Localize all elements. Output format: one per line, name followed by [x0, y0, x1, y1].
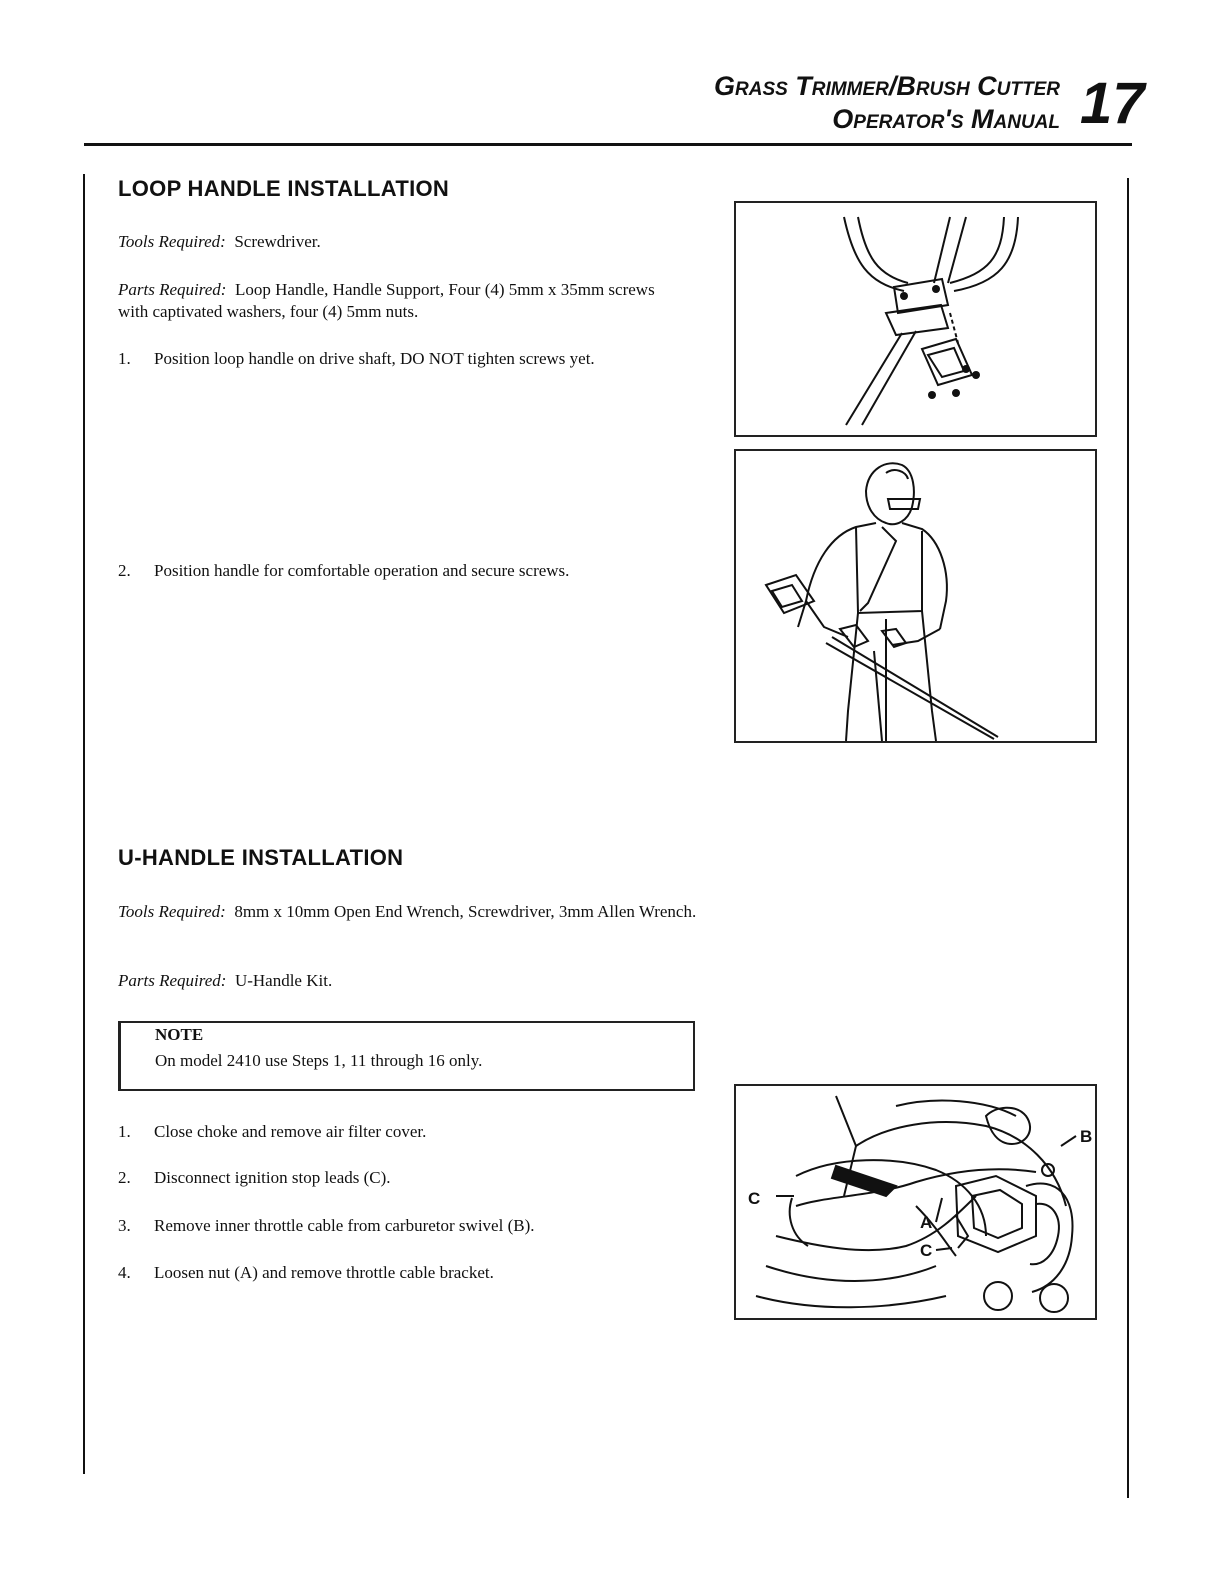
step-text: Disconnect ignition stop leads (C).: [154, 1168, 391, 1187]
u-step-2: [118, 1167, 708, 1189]
loop-handle-drawing: [736, 203, 1099, 439]
right-margin-line: [1127, 178, 1129, 1498]
step-number: 3.: [118, 1216, 131, 1235]
title-line-2: Operator's Manual: [832, 104, 1060, 134]
loop-handle-assembly-figure: [734, 201, 1097, 437]
parts-required-value: U-Handle Kit.: [234, 971, 333, 990]
title-line-1: Grass Trimmer/Brush Cutter: [714, 71, 1060, 101]
step-text: Close choke and remove air filter cover.: [154, 1122, 427, 1141]
tools-required-label: Tools Required:: [118, 232, 226, 251]
step-text: Position loop handle on drive shaft, DO NOT tighten screws yet.: [154, 349, 595, 368]
step-text: Position handle for comfortable operation and secure screws.: [154, 561, 570, 580]
label-c-left: C: [748, 1189, 761, 1208]
operator-drawing: [736, 451, 1099, 745]
loop-step-1: [118, 348, 708, 370]
parts-required-label: Parts Required:: [118, 971, 227, 990]
loop-tools-required: [118, 231, 703, 253]
loop-handle-heading: LOOP HANDLE INSTALLATION: [118, 176, 450, 201]
step-number: 4.: [118, 1263, 131, 1282]
label-b: B: [1080, 1127, 1093, 1146]
parts-required-value: Loop Handle, Handle Support, Four (4) 5mm x 35mm screws with captivated washers, four (4) 5mm nuts.: [118, 280, 655, 321]
page-number: 17: [1080, 71, 1145, 136]
tools-required-value: Screwdriver.: [234, 232, 321, 251]
u-tools-required: [118, 901, 703, 923]
loop-step-2: [118, 560, 708, 582]
operator-figure: [734, 449, 1097, 743]
u-step-4: [118, 1262, 708, 1284]
note-box: [118, 1021, 695, 1091]
step-number: 2.: [118, 1168, 131, 1187]
step-number: 2.: [118, 561, 131, 580]
u-parts-required: [118, 970, 703, 992]
step-number: 1.: [118, 349, 131, 368]
label-a: A: [920, 1213, 933, 1232]
step-text: Remove inner throttle cable from carburetor swivel (B).: [154, 1216, 535, 1235]
u-step-3: [118, 1215, 708, 1237]
tools-required-value: 8mm x 10mm Open End Wrench, Screwdriver, 3mm Allen Wrench.: [234, 902, 697, 921]
note-text: On model 2410 use Steps 1, 11 through 16 only.: [155, 1051, 483, 1070]
label-c-center: C: [920, 1241, 933, 1260]
loop-parts-required: [118, 279, 663, 323]
throttle-cable-figure: [734, 1084, 1097, 1320]
u-step-1: [118, 1121, 708, 1143]
tools-required-label: Tools Required:: [118, 902, 226, 921]
u-handle-heading: U-HANDLE INSTALLATION: [118, 845, 404, 870]
engine-drawing: [736, 1086, 1099, 1322]
header-rule: [84, 143, 1132, 146]
left-margin-line: [83, 174, 85, 1474]
manual-title: [560, 70, 1060, 136]
step-number: 1.: [118, 1122, 131, 1141]
note-title: NOTE: [155, 1025, 204, 1044]
parts-required-label: Parts Required:: [118, 280, 227, 299]
step-text: Loosen nut (A) and remove throttle cable bracket.: [154, 1263, 494, 1282]
